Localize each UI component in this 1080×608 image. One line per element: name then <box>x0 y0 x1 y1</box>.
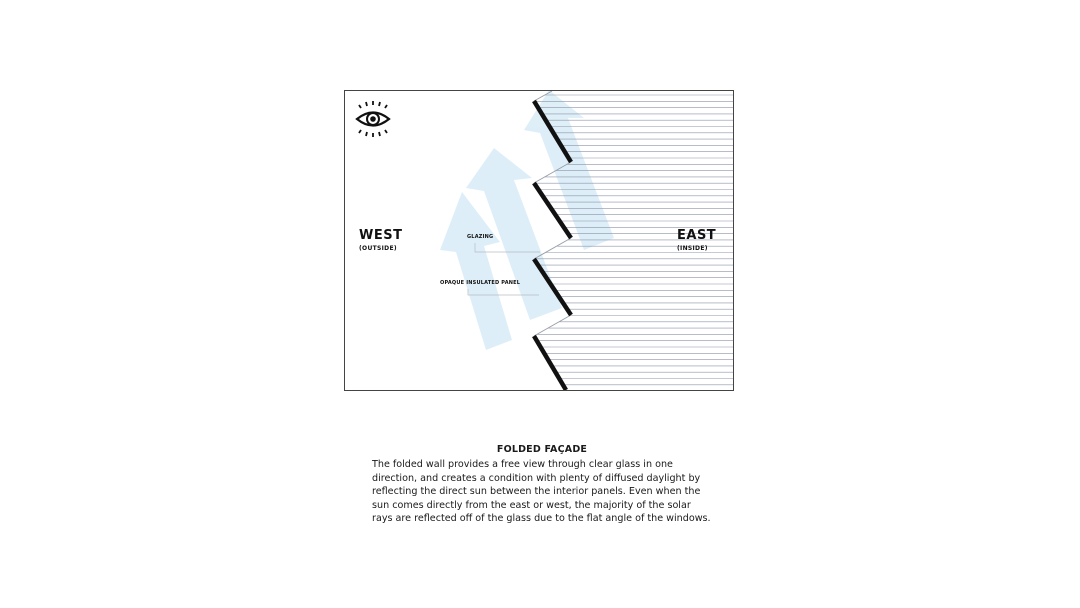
east-title: EAST <box>677 228 717 243</box>
caption-body: The folded wall provides a free view through clear glass in one direction, and creates a condition with plenty of diffused daylight by reflecting the direct sun between the interior panels. Even when the sun comes directly from the east or west, the majority of the solar rays are reflected off of the glass due to the flat angle of the windows. <box>372 459 711 524</box>
eye-icon <box>357 101 389 137</box>
light-rays <box>440 90 614 350</box>
caption <box>372 444 712 526</box>
folded-facade-diagram <box>344 90 734 391</box>
west-subtitle: (OUTSIDE) <box>359 245 397 252</box>
panel-callout: OPAQUE INSULATED PANEL <box>440 280 521 286</box>
caption-title: FOLDED FAÇADE <box>496 444 588 455</box>
opaque-panel <box>534 336 566 390</box>
glazing-callout: GLAZING <box>467 234 494 240</box>
glazing-segment <box>534 315 571 336</box>
east-subtitle: (INSIDE) <box>677 245 708 252</box>
west-title: WEST <box>359 228 403 243</box>
